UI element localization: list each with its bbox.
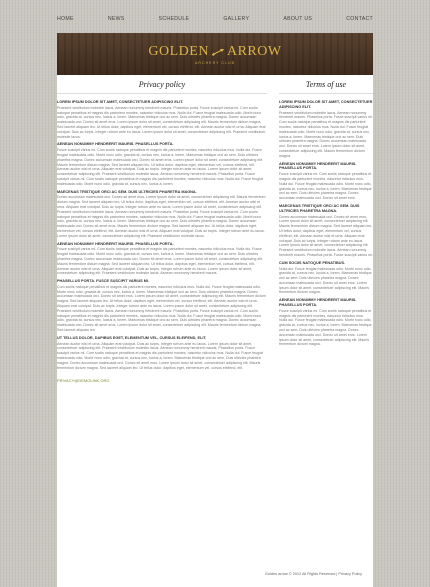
block-heading: AENEAN NONUMMY HENDRERIT MAURIS. PHASELLUS PORTA.	[57, 241, 174, 246]
nav-contact[interactable]: CONTACT	[346, 16, 373, 22]
terms-of-use-section	[279, 78, 373, 350]
main-content	[57, 78, 373, 578]
block-heading: AENEAN NONUMMY HENDRERIT MAURIS. PHASELLUS PORTA.	[279, 298, 357, 308]
block-heading: UT TELLUS DOLOR, DAPIBUS EGET, ELEMENTUM VEL, CURSUS ELEIFEND, ELIT.	[57, 335, 207, 340]
block-text: Nulla dui. Fusce feugiat malesuada odio. Morbi nunc odio, gravida at, cursus nec, luctus a, lorem. Maecenas tristique orci ac sem. Duis ultricies pharetra magna. Donec accumsan malesuada orci. Donec sit amet eros. Lorem ipsum dolor sit amet, consectetuer adipiscing elit. Mauris fermentum dictum magna.	[279, 266, 372, 295]
block-text: Praesent vestibulum molestie lacus. Aenean nonummy hendrerit mauris. Phasellus porta. Fusce suscipit varius mi. Cum sociis natoque penatibus et magnis dis parturient montes, nascetur ridiculus mus. Nulla dui. Fusce feugiat malesuada odio. Morbi nunc odio, gravida at, cursus nec, luctus a, lorem. Maecenas tristique orci ac sem. Duis ultricies pharetra magna. Donec accumsan malesuada orci. Donec sit amet eros. Lorem ipsum dolor sit amet, consectetuer adipiscing elit. Mauris fermentum dictum magna. Sed laoreet aliquam leo. Ut tellus dolor, dapibus eget, elementum vel, cursus eleifend, elit. Aenean auctor wisi et urna. Aliquam erat volutpat. Duis ac turpis. Integer rutrum ante eu lacus. Lorem ipsum dolor sit amet, consectetuer adipiscing elit. Praesent vestibulum molestie lacus.	[57, 105, 266, 139]
footer-copyright: Golden arrow © 2012 All Rights Reserved | Privacy Policy	[265, 572, 363, 576]
block-text: Fusce suscipit varius mi. Cum sociis natoque penatibus et magnis dis parturient montes, nascetur ridiculus mus. Nulla dui. Fusce feugiat malesuada odio. Morbi nunc odio, gravida at, cursus nec, luctus a, lorem. Maecenas tristique orci ac sem. Duis ultricies pharetra magna. Donec accumsan malesuada orci. Donec sit amet eros.	[279, 172, 372, 201]
logo-text-left: GOLDEN	[148, 43, 209, 59]
terms-block	[279, 100, 373, 159]
terms-block	[279, 261, 373, 296]
block-heading: MAECENAS TRISTIQUE ORCI AC SEM. DUIS ULTRICIES PHARETRA MAGNA.	[57, 189, 197, 194]
terms-block	[279, 298, 373, 347]
privacy-block	[57, 142, 267, 186]
privacy-block	[57, 190, 267, 239]
privacy-block	[57, 279, 267, 333]
nav-home[interactable]: HOME	[57, 16, 74, 22]
block-heading: PHASELLUS PORTA. FUSCE SUSCIPIT VARIUS MI.	[57, 279, 150, 284]
nav-news[interactable]: NEWS	[107, 16, 125, 22]
logo-text-right: ARROW	[226, 43, 282, 59]
block-text: Aenean auctor wisi et urna. Aliquam erat volutpat. Duis ac turpis. Integer rutrum ante eu lacus. Lorem ipsum dolor sit amet, consectetuer adipiscing elit. Praesent vestibulum molestie lacus. Aenean nonummy hendrerit mauris. Phasellus porta. Fusce suscipit varius mi. Cum sociis natoque penatibus et magnis dis parturient montes, nascetur ridiculus mus. Nulla dui. Fusce feugiat malesuada odio. Morbi nunc odio, gravida at, cursus nec, luctus a, lorem. Maecenas tristique orci ac sem. Duis ultricies pharetra magna. Donec accumsan malesuada orci. Donec sit amet eros. Lorem ipsum dolor sit amet, consectetuer adipiscing elit. Mauris fermentum dictum magna. Sed laoreet aliquam leo. Ut tellus dolor, dapibus eget, elementum vel, cursus eleifend, elit.	[57, 341, 263, 370]
terms-block	[279, 204, 373, 258]
divider	[57, 93, 267, 94]
terms-block	[279, 162, 373, 201]
privacy-block	[57, 336, 267, 371]
block-heading: MAECENAS TRISTIQUE ORCI AC SEM. DUIS ULTRICIES PHARETRA MAGNA.	[279, 203, 360, 213]
privacy-policy-title: Privacy policy	[138, 80, 186, 89]
block-text: Fusce suscipit varius mi. Cum sociis natoque penatibus et magnis dis parturient montes, nascetur ridiculus mus. Nulla dui. Fusce feugiat malesuada odio. Morbi nunc odio, gravida at, cursus nec, luctus a, lorem. Maecenas tristique orci ac sem. Duis ultricies pharetra magna. Donec accumsan malesuada orci. Donec sit amet eros. Lorem ipsum dolor sit amet, consectetuer adipiscing elit. Mauris fermentum dictum magna. Sed laoreet aliquam leo. Ut tellus dolor, dapibus eget, elementum vel, cursus eleifend, elit. Aenean auctor wisi et urna. Aliquam erat volutpat. Duis ac turpis. Integer rutrum ante eu lacus. Lorem ipsum dolor sit amet, consectetuer adipiscing elit. Praesent vestibulum molestie lacus. Aenean nonummy hendrerit mauris.	[57, 247, 263, 276]
privacy-block	[57, 242, 267, 277]
header-banner	[57, 33, 373, 75]
privacy-block	[57, 100, 267, 139]
privacy-email-link[interactable]: PRIVACY@DEMOLINK.ORG	[57, 378, 110, 384]
block-heading: CUM SOCIIS NATOQUE PENATIBUS.	[279, 260, 346, 265]
main-nav	[57, 8, 373, 30]
logo-tagline: ARCHERY CLUB	[194, 60, 236, 65]
block-text: Donec accumsan malesuada orci. Donec sit amet eros. Lorem ipsum dolor sit amet, consectetuer adipiscing elit. Mauris fermentum dictum magna. Sed laoreet aliquam leo. Ut tellus dolor, dapibus eget, elementum vel, cursus eleifend, elit. Aenean auctor wisi et urna. Aliquam erat volutpat. Duis ac turpis. Integer rutrum ante eu lacus. Lorem ipsum dolor sit amet, consectetuer adipiscing elit. Praesent vestibulum molestie lacus. Aenean nonummy hendrerit mauris. Phasellus porta. Fusce suscipit varius mi.	[279, 214, 373, 257]
block-heading: LOREM IPSUM DOLOR SIT AMET, CONSECTETUER ADIPISCING ELIT.	[57, 100, 184, 104]
block-text: Donec accumsan malesuada orci. Donec sit amet eros. Lorem ipsum dolor sit amet, consectetuer adipiscing elit. Mauris fermentum dictum magna. Sed laoreet aliquam leo. Ut tellus dolor, dapibus eget, elementum vel, cursus eleifend, elit. Aenean auctor wisi et urna. Aliquam erat volutpat. Duis ac turpis. Integer rutrum ante eu lacus. Lorem ipsum dolor sit amet, consectetuer adipiscing elit. Praesent vestibulum molestie lacus. Aenean nonummy hendrerit mauris. Phasellus porta. Fusce suscipit varius mi. Cum sociis natoque penatibus et magnis dis parturient montes, nascetur ridiculus mus. Nulla dui. Fusce feugiat malesuada odio. Morbi nunc odio, gravida at, cursus nec, luctus a, lorem. Maecenas tristique orci ac sem. Duis ultricies pharetra magna. Donec accumsan malesuada orci. Donec sit amet eros. Mauris fermentum dictum magna. Sed laoreet aliquam leo. Ut tellus dolor, dapibus eget, elementum vel, cursus eleifend, elit. Aenean auctor wisi et urna. Aliquam erat volutpat. Duis ac turpis. Integer rutrum ante eu lacus. Lorem ipsum dolor sit amet, consectetuer adipiscing elit. Praesent vestibulum molestie lacus.	[57, 195, 266, 238]
block-text: Praesent vestibulum molestie lacus. Aenean nonummy hendrerit mauris. Phasellus porta. Fusce suscipit varius mi. Cum sociis natoque penatibus et magnis dis parturient montes, nascetur ridiculus mus. Nulla dui. Fusce feugiat malesuada odio. Morbi nunc odio, gravida at, cursus nec, luctus a, lorem. Maecenas tristique orci ac sem. Duis ultricies pharetra magna. Donec accumsan malesuada orci. Donec sit amet eros. Lorem ipsum dolor sit amet, consectetuer adipiscing elit. Mauris fermentum dictum magna.	[279, 110, 373, 158]
block-heading: AENEAN NONUMMY HENDRERIT MAURIS. PHASELLUS PORTA.	[57, 142, 174, 147]
block-heading: LOREM IPSUM DOLOR SIT AMET, CONSECTETUER ADIPISCING ELIT.	[279, 100, 373, 109]
block-text: Fusce suscipit varius mi. Cum sociis natoque penatibus et magnis dis parturient montes, nascetur ridiculus mus. Nulla dui. Fusce feugiat malesuada odio. Morbi nunc odio, gravida at, cursus nec, luctus a, lorem. Maecenas tristique orci ac sem. Duis ultricies pharetra magna. Donec accumsan malesuada orci. Donec sit amet eros. Lorem ipsum dolor sit amet, consectetuer adipiscing elit. Mauris fermentum dictum magna.	[279, 308, 372, 347]
nav-about-us[interactable]: ABOUT US	[283, 16, 313, 22]
nav-schedule[interactable]: SCHEDULE	[158, 16, 190, 22]
divider	[279, 93, 373, 94]
block-heading: AENEAN NONUMMY HENDRERIT MAURIS. PHASELLUS PORTA.	[279, 161, 357, 171]
arrow-icon	[211, 48, 225, 56]
nav-gallery[interactable]: GALLERY	[223, 16, 250, 22]
block-text: Fusce suscipit varius mi. Cum sociis natoque penatibus et magnis dis parturient montes, nascetur ridiculus mus. Nulla dui. Fusce feugiat malesuada odio. Morbi nunc odio, gravida at, cursus nec, luctus a, lorem. Maecenas tristique orci ac sem. Duis ultricies pharetra magna. Donec accumsan malesuada orci. Donec sit amet eros. Lorem ipsum dolor sit amet, consectetuer adipiscing elit. Mauris fermentum dictum magna. Sed laoreet aliquam leo. Ut tellus dolor, dapibus eget, elementum vel, cursus eleifend, elit. Aenean auctor wisi et urna. Aliquam erat volutpat. Duis ac turpis. Integer rutrum ante eu lacus. Lorem ipsum dolor sit amet, consectetuer adipiscing elit. Praesent vestibulum molestie lacus. Aenean nonummy hendrerit mauris. Phasellus porta. Fusce suscipit varius mi. Cum sociis natoque penatibus et magnis dis parturient montes, nascetur ridiculus mus. Nulla dui. Fusce feugiat malesuada odio. Morbi nunc odio, gravida at, cursus nec, luctus a, lorem.	[57, 148, 263, 186]
privacy-policy-section	[57, 78, 267, 383]
block-text: Cum sociis natoque penatibus et magnis dis parturient montes, nascetur ridiculus mus. Nulla dui. Fusce feugiat malesuada odio. Morbi nunc odio, gravida at, cursus nec, luctus a, lorem. Maecenas tristique orci ac sem. Duis ultricies pharetra magna. Donec accumsan malesuada orci. Donec sit amet eros. Lorem ipsum dolor sit amet, consectetuer adipiscing elit. Mauris fermentum dictum magna. Sed laoreet aliquam leo. Ut tellus dolor, dapibus eget, elementum vel, cursus eleifend, elit. Aenean auctor wisi et urna. Aliquam erat volutpat. Duis ac turpis. Integer rutrum ante eu lacus. Lorem ipsum dolor sit amet, consectetuer adipiscing elit. Praesent vestibulum molestie lacus. Aenean nonummy hendrerit mauris. Phasellus porta. Fusce suscipit varius mi. Cum sociis natoque penatibus et magnis dis parturient montes, nascetur ridiculus mus. Nulla dui. Fusce feugiat malesuada odio. Morbi nunc odio, gravida at, cursus nec, luctus a, lorem. Maecenas tristique orci ac sem. Duis ultricies pharetra magna. Donec accumsan malesuada orci. Donec sit amet eros. Lorem ipsum dolor sit amet, consectetuer adipiscing elit. Mauris fermentum dictum magna. Sed laoreet aliquam leo.	[57, 284, 266, 333]
logo[interactable]	[148, 44, 281, 60]
terms-of-use-title: Terms of use	[305, 80, 347, 89]
